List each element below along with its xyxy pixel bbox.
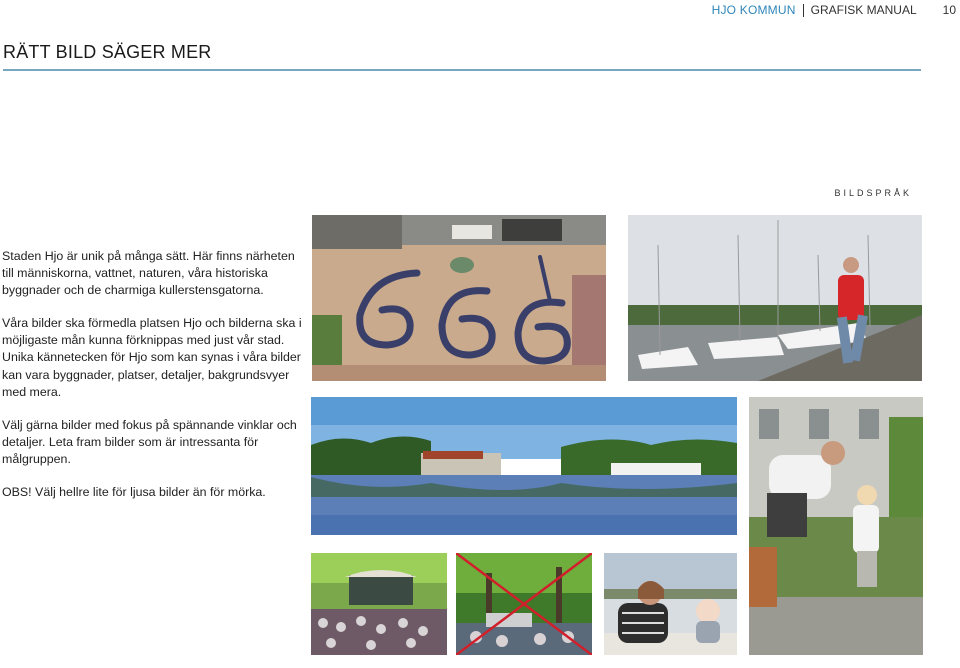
paragraph-purpose: Våra bilder ska förmedla platsen Hjo och bilderna ska i möjligaste mån kunna förknippas med just vår stad. Unika kännetecken för Hjo som kan synas i våra bilder kan vara byggnader, platser, detaljer, bakgrundsvyer med mera.	[2, 316, 302, 399]
crossed-out-photo	[456, 553, 592, 655]
paragraph-note: OBS! Välj hellre lite för ljusa bilder än för mörka.	[2, 485, 266, 500]
title-rule	[3, 69, 921, 71]
brand-name: HJO KOMMUN	[711, 3, 796, 17]
page-number: 10	[942, 3, 956, 17]
page-title: RÄTT BILD SÄGER MER	[3, 42, 212, 62]
concert-photo	[311, 553, 447, 655]
paragraph-advice: Välj gärna bilder med fokus på spännande vinklar och detaljer. Leta fram bilder som är intressanta för målgruppen.	[2, 417, 297, 466]
lake-panorama-photo	[311, 397, 737, 535]
minigolf-photo	[749, 397, 923, 655]
harbor-man-photo	[628, 215, 922, 381]
manual-name: GRAFISK MANUAL	[810, 3, 917, 17]
body-text	[2, 248, 302, 517]
aerial-crowd-photo	[312, 215, 606, 381]
header-divider	[803, 4, 804, 17]
paragraph-intro: Staden Hjo är unik på många sätt. Här finns närheten till människorna, vattnet, naturen, våra historiska byggnader och de charmiga kullerstensgatorna.	[2, 249, 295, 298]
page-header	[712, 2, 960, 18]
section-label: BILDSPRÅK	[834, 188, 912, 198]
cafe-child-photo	[604, 553, 737, 655]
